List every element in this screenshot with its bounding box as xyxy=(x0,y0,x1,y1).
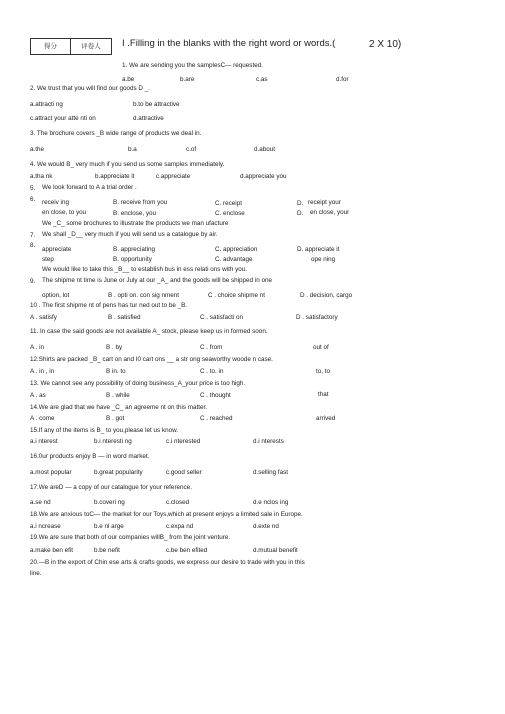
section-mark: 2 X 10) xyxy=(369,39,402,50)
q9-option-b: B . opti on. con sig nment xyxy=(108,292,180,299)
q6-option-d-1-letter: D. xyxy=(297,200,304,207)
q17-option-c: c.closed xyxy=(166,499,190,506)
q12-option-c: C . to. in xyxy=(200,368,224,375)
q18-option-c: c.expa nd xyxy=(166,523,194,530)
section-title: I .Filling in the blanks with the right word or words.( xyxy=(122,38,336,49)
score-label: 得分 xyxy=(31,39,71,54)
q6-option-d-1: receipt your xyxy=(308,199,341,206)
q12-stem: 12.Shirts are packed _B_ cart on and I0 cart ons __ a str ong seaworthy woode n case. xyxy=(30,356,273,363)
q6-option-a-2: en close, to you xyxy=(42,209,87,216)
q16-option-b: b.great popularity xyxy=(94,469,143,476)
q9-option-c: C . choice shipme nt xyxy=(208,292,266,299)
q14-option-a: A . come xyxy=(30,415,55,422)
q11-option-c: C . from xyxy=(200,344,223,351)
q11-option-d: out of xyxy=(313,344,329,351)
q14-option-d: arrived xyxy=(316,415,336,422)
q15-option-a: a.i nterest xyxy=(30,438,58,445)
q4-option-b: b.appreciate it xyxy=(95,173,135,180)
q3-stem: 3. The brochure covers _B wide range of products we deal in. xyxy=(30,130,202,137)
q1-option-c: c.as xyxy=(256,76,268,83)
q4-option-c: c.appreciate xyxy=(156,173,191,180)
q17-option-d: d.e nclos ing xyxy=(253,499,289,506)
q6-option-a-1: receiv ing xyxy=(42,199,69,206)
q1-option-a: a.be xyxy=(122,76,135,83)
q8-option-c-2: C. advantage xyxy=(215,256,253,263)
q10-stem: 10 . The first shipme nt of pens has tur ned out to be _B. xyxy=(30,302,188,309)
q13-option-c: C . thought xyxy=(200,392,231,399)
q1-option-d: d.for xyxy=(336,76,349,83)
q19-option-d: d.mutual benefit xyxy=(253,547,298,554)
q11-stem: 11. In case the said goods are not available A_ stock, please keep us in formed soon. xyxy=(30,328,268,335)
q9-option-d: D . decision, cargo xyxy=(300,292,353,299)
q10-option-c: C . satisfacti on xyxy=(200,314,244,321)
q4-option-a: a.tha nk xyxy=(30,173,53,180)
q5-number: 5. xyxy=(30,185,36,192)
q13-option-b: B . while xyxy=(106,392,130,399)
score-table xyxy=(30,38,112,55)
q14-option-b: B . got xyxy=(106,415,125,422)
q16-stem: 16.0ur products enjoy B — in word market. xyxy=(30,453,150,460)
q13-option-d: that xyxy=(318,391,329,398)
q3-option-d: d.about xyxy=(254,146,276,153)
q8-number: 8. xyxy=(30,242,36,249)
q8-option-a-2: step xyxy=(42,256,54,263)
q18-option-a: a.i ncrease xyxy=(30,523,61,530)
q19-option-c: c.be ben efited xyxy=(166,547,208,554)
q15-stem: 15.If any of the items is B_ to you,please let us know. xyxy=(30,427,179,434)
q3-option-c: c.of xyxy=(186,146,197,153)
q17-stem: 17.We areD — a copy of our catalogue for your reference. xyxy=(30,484,192,491)
q14-option-c: C . reached xyxy=(200,415,233,422)
q11-option-b: B . by xyxy=(106,344,123,351)
q12-option-d: to, to xyxy=(316,368,331,375)
q15-option-b: b.i nteresti ng xyxy=(94,438,132,445)
q19-stem: 19.We are sure that both of our companies willB_ from the joint venture. xyxy=(30,534,231,541)
q5-stem: We look forward to A a trial order . xyxy=(42,184,137,191)
q2-option-b: b.to be attractive xyxy=(133,101,180,108)
q6-option-c-1: C. receipt xyxy=(215,200,242,207)
q19-option-a: a.make ben efit xyxy=(30,547,74,554)
grader-label: 评卷人 xyxy=(81,43,101,50)
q8-option-a-1: appreciate xyxy=(42,246,72,253)
q19-option-b: b.be nefit xyxy=(94,547,120,554)
q8-option-b-1: B. appreciating xyxy=(113,246,156,253)
q4-stem: 4. We would B_ very much if you send us some samples immediately. xyxy=(30,161,225,168)
q6-option-d-2-letter: D. xyxy=(297,210,304,217)
q20-stem: 20.—B in the export of Chin ese arts & crafts goods, we express our desire to trade with you in this xyxy=(30,559,305,566)
q17-option-a: a.se nd xyxy=(30,499,51,506)
q6-option-b-2: B. enclose, you xyxy=(113,210,157,217)
q8-option-b-2: B. opportunity xyxy=(113,256,152,263)
q18-option-b: b.e nl arge xyxy=(94,523,124,530)
q18-stem: 18.We are anxious toC— the market for our Toys,which at present enjoys a limited sale in Europe. xyxy=(30,511,303,518)
q13-stem: 13. We cannot see any possibility of doing business_A_your price is too high. xyxy=(30,380,246,387)
q18-option-d: d.exte nd xyxy=(253,523,279,530)
q8-option-d-1: D. appreciate it xyxy=(297,246,340,253)
q4-option-d: d.appreciate you xyxy=(240,173,287,180)
q2-option-c: c.attract your atte nti on xyxy=(30,115,96,122)
q12-option-a: A . in , in xyxy=(30,368,55,375)
q6-option-b-1: B. receive from you xyxy=(113,199,168,206)
q14-stem: 14.We are glad that we have _C_ an agreeme nt on this matter. xyxy=(30,404,208,411)
q6-option-d-2: en close, your xyxy=(310,209,350,216)
q10-option-a: A . satisfy xyxy=(30,314,57,321)
q8-option-d-2: ope ning xyxy=(311,256,336,263)
q10-option-d: D . satisfactory xyxy=(296,314,338,321)
q16-option-a: a.most popular xyxy=(30,469,72,476)
q15-option-c: c.i nterested xyxy=(166,438,201,445)
q2-option-a: a.attracti ng xyxy=(30,101,63,108)
q2-option-d: d.attractive xyxy=(133,115,164,122)
q3-option-a: a.the xyxy=(30,146,45,153)
q20-stem-continued: line. xyxy=(30,570,42,577)
q1-stem: 1. We are sending you the samplesC— requested. xyxy=(122,62,263,69)
q8-next-stem: We would like to take this _B__ to establish bus in ess relati ons with you. xyxy=(42,266,247,273)
q10-option-b: B . satisfied xyxy=(108,314,141,321)
q8-option-c-1: C. appreciation xyxy=(215,246,258,253)
q9-number: 9. xyxy=(30,278,36,285)
q1-option-b: b.are xyxy=(180,76,195,83)
q15-option-d: d.i nterests xyxy=(253,438,284,445)
q11-option-a: A . in xyxy=(30,344,45,351)
q6-option-c-2: C. enclose xyxy=(215,210,245,217)
q7-stem: We shall _D__ very much if you will send us a catalogue by air. xyxy=(42,231,218,238)
q13-option-a: A . as xyxy=(30,392,46,399)
q16-option-c: c.good seller xyxy=(166,469,202,476)
q12-option-b: B in. to xyxy=(106,368,126,375)
q16-option-d: d.selling fast xyxy=(253,469,289,476)
q9-option-a: option, lot xyxy=(42,292,70,299)
q7-number: 7. xyxy=(30,232,36,239)
q6-next-stem: We _C_ some brochures to illustrate the products we man ufacture xyxy=(42,220,229,227)
q9-stem: The shipme nt time is June or July at our _A_ and the goods will be shipped in one xyxy=(42,277,272,284)
q2-stem: 2. We trust that you will find our goods D _. xyxy=(30,85,150,92)
q6-number: 6. xyxy=(30,196,36,203)
q3-option-b: b.a xyxy=(128,146,137,153)
q17-option-b: b.coveri ng xyxy=(94,499,125,506)
